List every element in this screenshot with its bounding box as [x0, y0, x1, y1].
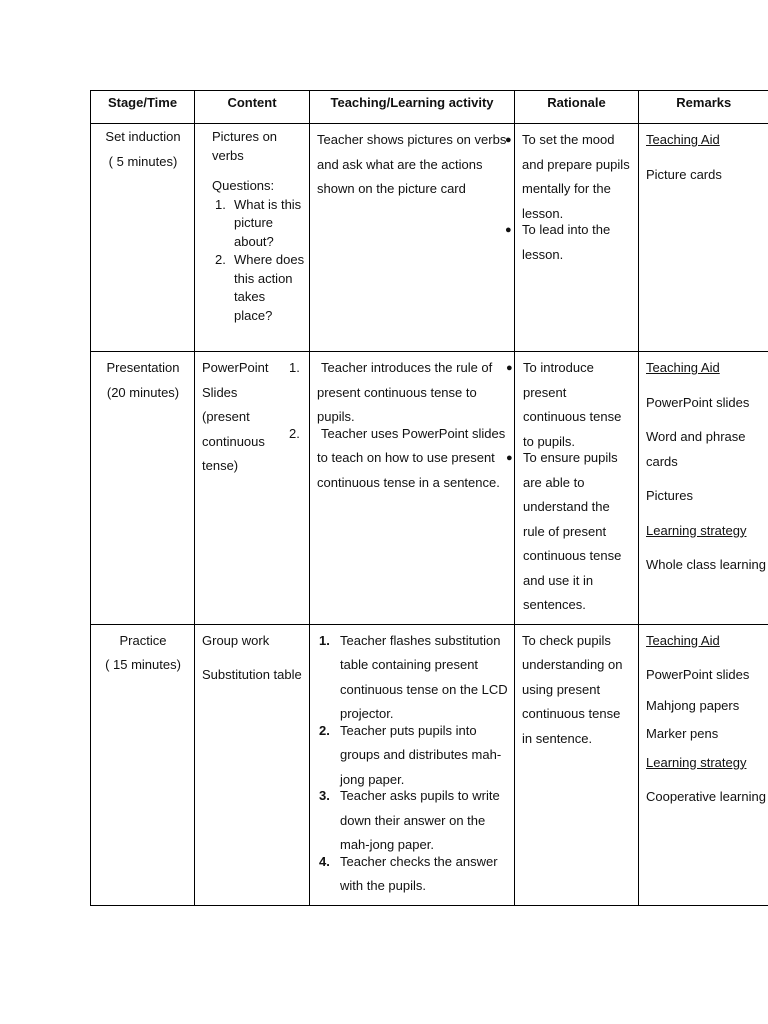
remarks-item: Mahjong papers: [646, 697, 740, 713]
remarks-heading: Learning strategy: [646, 522, 747, 538]
content-text: PowerPoint Slides (present continuous tense): [202, 360, 269, 473]
content-cell: [195, 624, 310, 905]
list-item: 1. Teacher introduces the rule of present continuous tense to pupils.: [289, 360, 493, 424]
list-item: 4. Teacher checks the answer with the pupils.: [319, 853, 498, 893]
lesson-plan-table: [90, 90, 768, 906]
stage-time: ( 5 minutes): [108, 153, 178, 169]
remarks-cell: [639, 352, 768, 625]
header-rationale: Rationale: [515, 91, 639, 124]
content-text: Group work: [202, 632, 270, 648]
stage-time: ( 15 minutes): [105, 657, 181, 672]
bullet-icon: ●: [506, 452, 513, 464]
rationale-cell: [515, 624, 639, 905]
header-stage-time: Stage/Time: [91, 91, 195, 124]
header-row: [91, 91, 768, 124]
remarks-item: PowerPoint slides: [646, 667, 750, 682]
remarks-cell: [639, 624, 768, 905]
activity-cell: [289, 352, 515, 625]
rationale-cell: [506, 352, 639, 625]
content-intro: Pictures on verbs: [212, 129, 278, 163]
list-item: 2. Teacher uses PowerPoint slides to teach on how to use present continuous tense in a sentence.: [289, 425, 506, 490]
stage-name: Presentation: [106, 360, 180, 375]
remarks-item: Pictures: [646, 488, 693, 503]
list-item: 2. Where does this action takes place?: [215, 252, 305, 323]
activity-cell: [310, 124, 515, 352]
remarks-item: Picture cards: [646, 166, 722, 182]
questions-list: [195, 196, 305, 326]
table-row: [91, 624, 768, 905]
remarks-heading: Teaching Aid: [646, 632, 720, 648]
remarks-heading: Learning strategy: [646, 754, 747, 770]
stage-cell: [91, 624, 195, 905]
list-item: 2. Teacher puts pupils into groups and distributes mah-jong paper.: [319, 722, 502, 787]
header-remarks: Remarks: [639, 91, 768, 124]
questions-label: Questions:: [212, 178, 275, 193]
remarks-cell: [639, 124, 768, 352]
table-row: [91, 124, 768, 352]
list-item: ● To set the mood and prepare pupils mentally for the lesson.: [522, 128, 632, 226]
table-row: [91, 352, 768, 625]
remarks-item: Cooperative learning: [646, 789, 766, 804]
remarks-item: Word and phrase cards: [646, 429, 746, 469]
header-activity: Teaching/Learning activity: [310, 91, 515, 124]
activity-text: Teacher shows pictures on verbs and ask what are the actions shown on the picture card: [317, 132, 507, 196]
content-cell: [195, 352, 310, 625]
stage-cell: [91, 124, 195, 352]
list-item: ● To ensure pupils are able to understand the rule of present continuous tense and use it in sentences.: [523, 446, 632, 618]
stage-cell: [91, 352, 195, 625]
remarks-item: PowerPoint slides: [646, 394, 750, 410]
remarks-heading: Teaching Aid: [646, 132, 720, 147]
list-item: ● To introduce present continuous tense to pupils.: [523, 356, 632, 454]
list-item: 3. Teacher asks pupils to write down their answer on the mah-jong paper.: [319, 788, 500, 852]
remarks-item: Marker pens: [646, 726, 719, 741]
content-cell: [195, 124, 310, 352]
bullet-icon: ●: [506, 362, 513, 374]
header-content: Content: [195, 91, 310, 124]
rationale-list: [506, 356, 632, 618]
rationale-text: To check pupils understanding on using present continuous tense in sentence.: [522, 632, 623, 746]
stage-name: Practice: [119, 632, 167, 648]
bullet-icon: ●: [505, 134, 512, 146]
stage-name: Set induction: [105, 129, 181, 144]
activity-cell: [310, 624, 515, 905]
rationale-cell: [505, 124, 639, 352]
rationale-list: [505, 128, 632, 267]
stage-time: (20 minutes): [106, 384, 180, 400]
activity-list: [318, 629, 508, 899]
list-item: ● To lead into the lesson.: [522, 218, 632, 267]
content-text: Substitution table: [202, 667, 302, 682]
list-item: 1. What is this picture about?: [215, 196, 302, 249]
remarks-item: Whole class learning: [646, 557, 766, 572]
bullet-icon: ●: [505, 224, 512, 236]
remarks-heading: Teaching Aid: [646, 360, 720, 375]
list-item: 1. Teacher flashes substitution table containing present continuous tense on the LCD projector.: [319, 632, 508, 721]
